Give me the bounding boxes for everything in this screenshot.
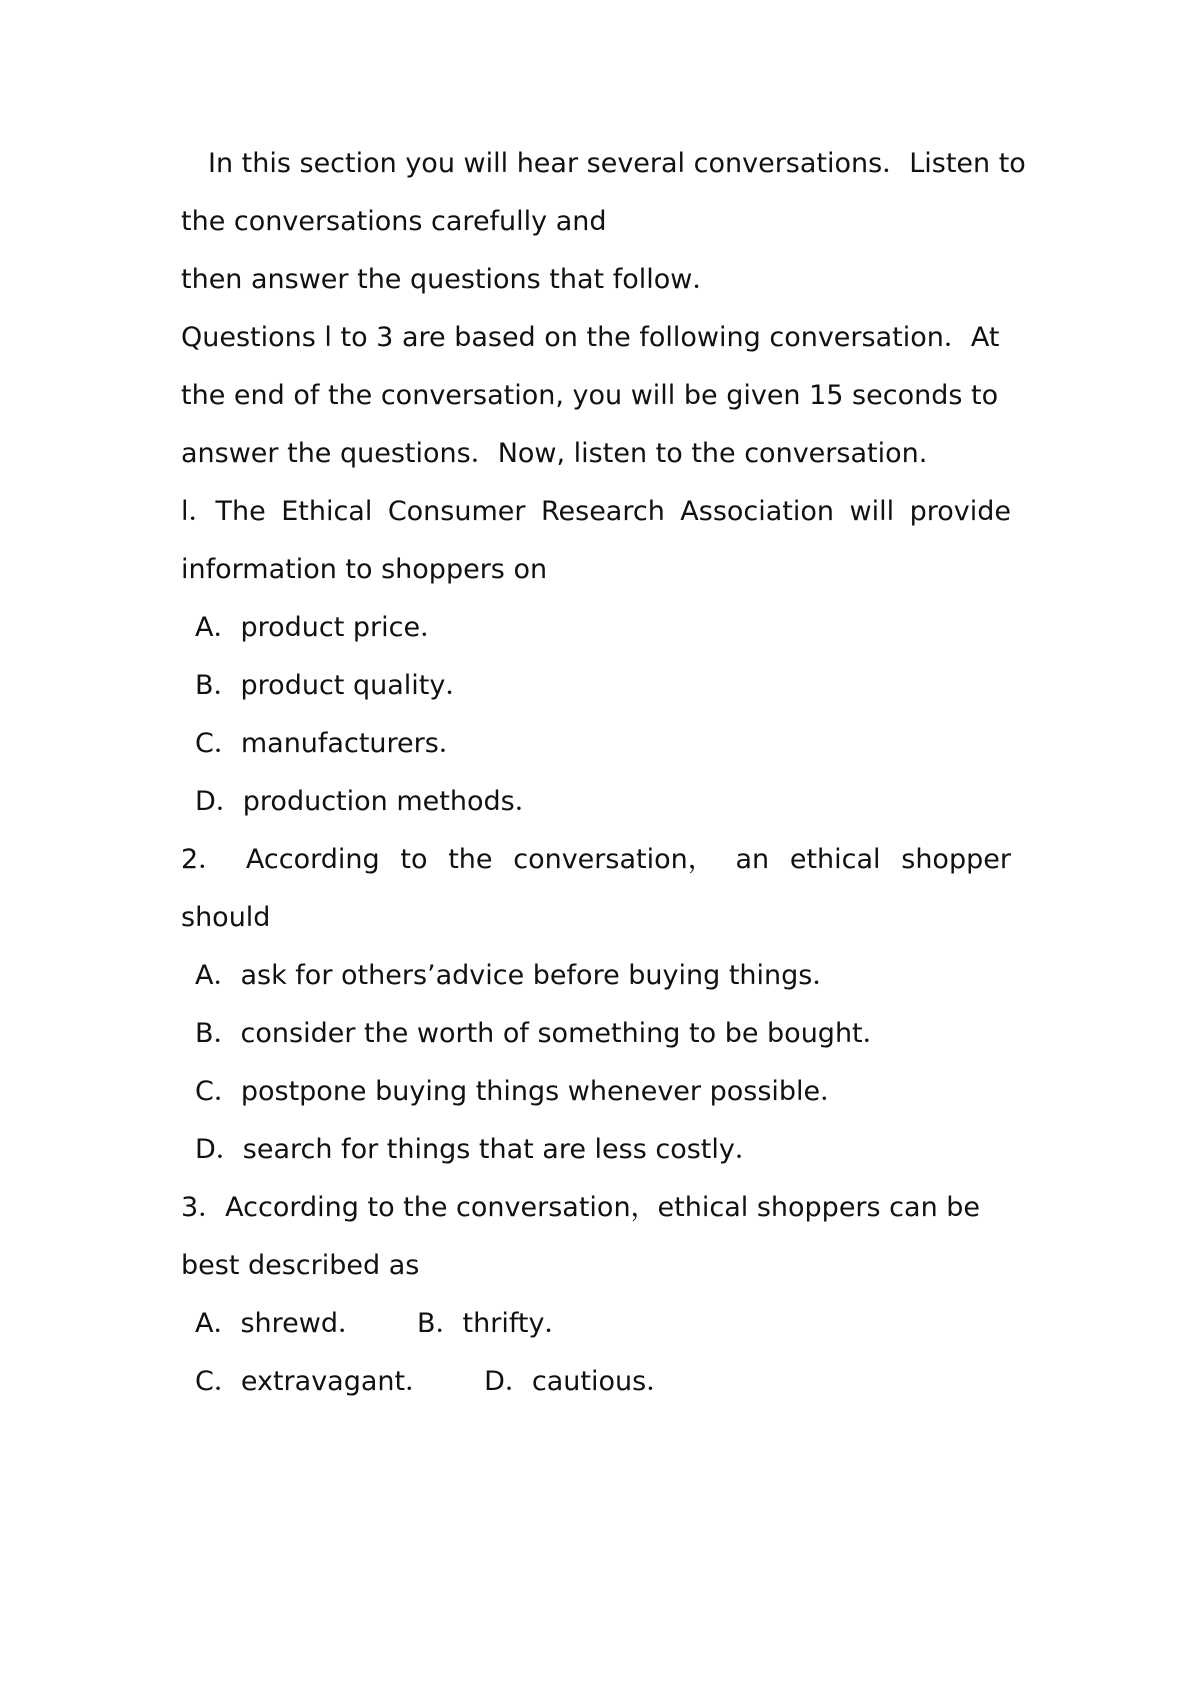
q1-word: l．The (181, 496, 266, 527)
q3-option-c: C．extravagant． (195, 1366, 433, 1397)
q2-word: 2． (181, 844, 226, 875)
q1-word: Research (540, 496, 665, 527)
q2-word: shopper (901, 844, 1011, 875)
q2-option-d: D．search for things that are less costly． (195, 1134, 762, 1165)
intro-line-1: In this section you will hear several conversations．Listen to (208, 148, 1026, 179)
q1-word: will (849, 496, 895, 527)
q3-options-row-1 (195, 1307, 1025, 1341)
q3-option-b: B．thrifty． (417, 1308, 572, 1339)
q3-option-d: D．cautious． (484, 1366, 674, 1397)
intro-line-4: Questions l to 3 are based on the following conversation．At (181, 322, 1000, 353)
q2-word: an (735, 844, 770, 875)
q2-option-a: A．ask for others’advice before buying things． (195, 960, 840, 991)
intro-line-3: then answer the questions that follow． (181, 264, 720, 295)
q2-word: the (448, 844, 493, 875)
q2-word: According (245, 844, 380, 875)
question-2-stem-line-1 (181, 843, 1011, 877)
q3-option-a: A．shrewd． (195, 1308, 365, 1339)
q1-option-d: D．production methods． (195, 786, 542, 817)
question-1-stem-line-1 (181, 495, 1011, 529)
q1-word: Ethical (281, 496, 373, 527)
q1-word: Consumer (387, 496, 526, 527)
q2-word: conversation， (513, 844, 715, 875)
q1-option-c: C．manufacturers． (195, 728, 466, 759)
q2-option-b: B．consider the worth of something to be bought． (195, 1018, 890, 1049)
question-3-stem-line-2: best described as (181, 1250, 420, 1281)
question-1-stem-line-2: information to shoppers on (181, 554, 548, 585)
q3-options-row-2 (195, 1365, 1025, 1399)
q1-word: provide (909, 496, 1011, 527)
q1-option-a: A．product price． (195, 612, 448, 643)
q2-word: to (400, 844, 428, 875)
q1-option-b: B．product quality． (195, 670, 473, 701)
question-3-stem-line-1: 3．According to the conversation，ethical shoppers can be (181, 1192, 981, 1223)
q2-option-c: C．postpone buying things whenever possible． (195, 1076, 848, 1107)
intro-line-6: answer the questions．Now, listen to the conversation. (181, 438, 928, 469)
q1-word: Association (680, 496, 835, 527)
intro-line-2: the conversations carefully and (181, 206, 607, 237)
intro-line-5: the end of the conversation, you will be given 15 seconds to (181, 380, 999, 411)
question-2-stem-line-2: should (181, 902, 271, 933)
q2-word: ethical (789, 844, 881, 875)
